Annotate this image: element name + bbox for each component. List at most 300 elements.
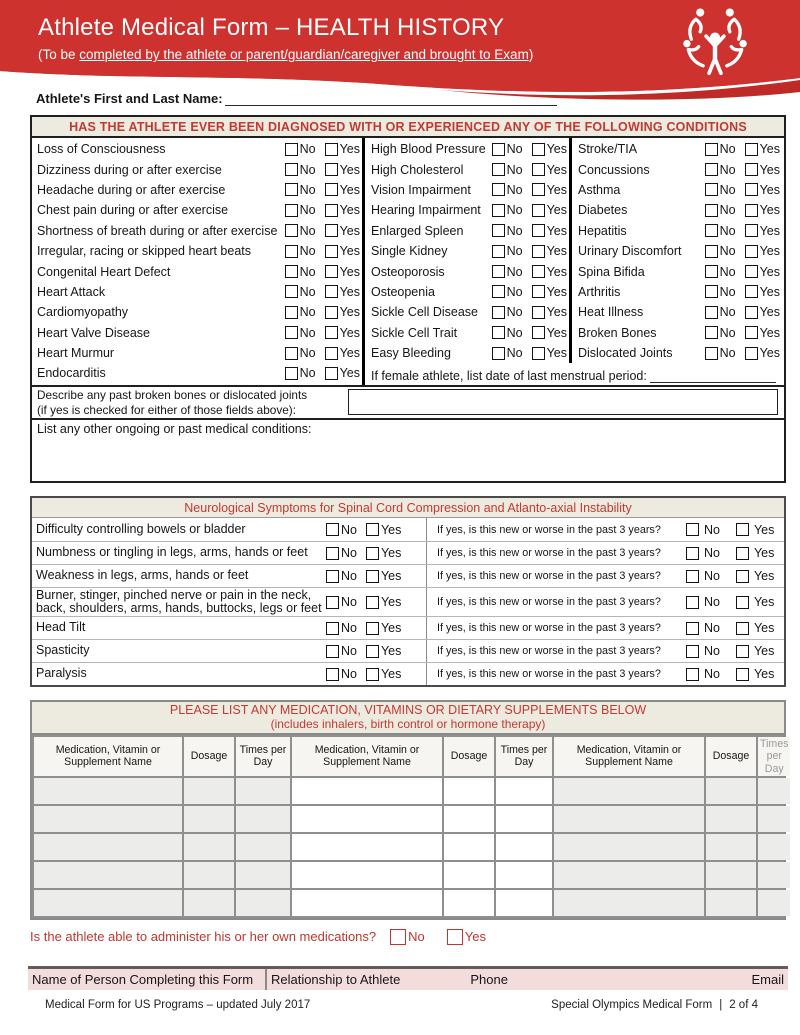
checkbox-no[interactable] bbox=[492, 204, 505, 217]
yes-label: Yes bbox=[753, 621, 775, 636]
condition-row bbox=[371, 261, 567, 281]
medications-table bbox=[32, 735, 789, 918]
no-yes-checkboxes bbox=[492, 265, 567, 279]
checkbox-no[interactable] bbox=[285, 326, 298, 339]
med-name-header: Medication, Vitamin or Supplement Name bbox=[34, 737, 182, 776]
no-label: No bbox=[506, 325, 523, 340]
med-times-cell[interactable] bbox=[496, 806, 552, 832]
checkbox-no[interactable] bbox=[285, 306, 298, 319]
yes-label: Yes bbox=[339, 244, 360, 259]
med-dosage-cell[interactable] bbox=[706, 778, 756, 804]
yes-label: Yes bbox=[339, 203, 360, 218]
no-label: No bbox=[299, 162, 316, 177]
yes-label: Yes bbox=[339, 182, 360, 197]
condition-label: Sickle Cell Trait bbox=[371, 325, 458, 340]
condition-label: Hepatitis bbox=[578, 223, 627, 238]
med-dosage-cell[interactable] bbox=[706, 806, 756, 832]
checkbox-no[interactable] bbox=[705, 163, 718, 176]
condition-row bbox=[37, 241, 360, 261]
med-name-cell[interactable] bbox=[554, 862, 704, 888]
yes-label: Yes bbox=[546, 203, 567, 218]
medications-title-band bbox=[32, 702, 784, 735]
no-label: No bbox=[719, 203, 736, 218]
checkbox-no[interactable] bbox=[492, 347, 505, 360]
no-yes-checkboxes bbox=[285, 224, 360, 238]
neuro-symptom-label: Head Tilt bbox=[36, 620, 86, 635]
no-yes-checkboxes bbox=[285, 163, 360, 177]
no-yes-checkboxes bbox=[674, 595, 784, 609]
no-yes-checkboxes bbox=[674, 569, 784, 583]
checkbox-no[interactable] bbox=[705, 306, 718, 319]
no-yes-checkboxes bbox=[492, 203, 567, 217]
no-label: No bbox=[299, 182, 316, 197]
neuro-symptom-label: Difficulty controlling bowels or bladder bbox=[36, 521, 246, 536]
yes-label: Yes bbox=[546, 264, 567, 279]
checkbox-yes[interactable] bbox=[532, 224, 545, 237]
checkbox-no[interactable] bbox=[285, 285, 298, 298]
footer-field-phone[interactable]: Phone bbox=[470, 972, 508, 987]
no-yes-checkboxes bbox=[492, 183, 567, 197]
condition-label: Diabetes bbox=[578, 203, 628, 218]
checkbox-yes[interactable] bbox=[325, 163, 338, 176]
footer-band bbox=[28, 966, 788, 990]
other-conditions-box[interactable] bbox=[32, 418, 784, 481]
checkbox-yes[interactable] bbox=[366, 523, 379, 536]
checkbox-yes[interactable] bbox=[736, 596, 749, 609]
med-name-cell[interactable] bbox=[34, 890, 182, 916]
footnote-separator: | bbox=[719, 999, 723, 1011]
yes-label: Yes bbox=[759, 162, 780, 177]
no-yes-checkboxes bbox=[285, 265, 360, 279]
no-label: No bbox=[719, 142, 736, 157]
checkbox-no[interactable] bbox=[492, 326, 505, 339]
med-dosage-cell[interactable] bbox=[184, 778, 234, 804]
no-label: No bbox=[341, 595, 357, 610]
med-name-cell[interactable] bbox=[292, 778, 442, 804]
med-name-cell[interactable] bbox=[34, 862, 182, 888]
checkbox-no[interactable] bbox=[686, 596, 699, 609]
checkbox-no[interactable] bbox=[705, 224, 718, 237]
footer-field-relationship-to-athlete[interactable]: Relationship to Athlete bbox=[270, 972, 401, 987]
checkbox-no[interactable] bbox=[686, 622, 699, 635]
medications-section bbox=[30, 700, 789, 919]
yes-label: Yes bbox=[380, 546, 402, 561]
condition-row bbox=[371, 180, 567, 200]
med-times-cell[interactable] bbox=[236, 778, 290, 804]
no-yes-checkboxes bbox=[705, 244, 780, 258]
med-dosage-cell[interactable] bbox=[184, 806, 234, 832]
checkbox-yes[interactable] bbox=[745, 224, 758, 237]
checkbox-no[interactable] bbox=[492, 224, 505, 237]
yes-label: Yes bbox=[753, 595, 775, 610]
checkbox-no[interactable] bbox=[705, 285, 718, 298]
checkbox-yes[interactable] bbox=[745, 204, 758, 217]
no-label: No bbox=[299, 244, 316, 259]
no-label: No bbox=[704, 546, 720, 561]
no-yes-checkboxes bbox=[492, 285, 567, 299]
no-label: No bbox=[704, 595, 720, 610]
checkbox-no[interactable] bbox=[705, 183, 718, 196]
checkbox-yes[interactable] bbox=[745, 163, 758, 176]
neuro-symptom-row bbox=[32, 587, 784, 616]
med-name-cell[interactable] bbox=[554, 778, 704, 804]
med-times-cell[interactable] bbox=[758, 834, 790, 860]
footer-field-email[interactable]: Email bbox=[751, 972, 784, 987]
checkbox-yes[interactable] bbox=[366, 547, 379, 560]
yes-label: Yes bbox=[759, 203, 780, 218]
no-label: No bbox=[719, 325, 736, 340]
checkbox-no[interactable] bbox=[686, 547, 699, 560]
checkbox-yes[interactable] bbox=[745, 347, 758, 360]
checkbox-no[interactable] bbox=[326, 547, 339, 560]
med-name-cell[interactable] bbox=[292, 806, 442, 832]
condition-row bbox=[37, 180, 360, 200]
no-yes-checkboxes bbox=[285, 183, 360, 197]
checkbox-no[interactable] bbox=[326, 596, 339, 609]
checkbox-no[interactable] bbox=[326, 668, 339, 681]
condition-row bbox=[37, 139, 360, 159]
condition-row bbox=[37, 323, 360, 343]
checkbox-yes[interactable] bbox=[532, 183, 545, 196]
checkbox-yes[interactable] bbox=[745, 306, 758, 319]
checkbox-no[interactable] bbox=[285, 347, 298, 360]
checkbox-no[interactable] bbox=[705, 265, 718, 278]
self-administer-question-row bbox=[30, 929, 800, 945]
no-label: No bbox=[719, 244, 736, 259]
checkbox-yes[interactable] bbox=[745, 265, 758, 278]
checkbox-no[interactable] bbox=[492, 306, 505, 319]
checkbox-yes[interactable] bbox=[745, 183, 758, 196]
yes-label: Yes bbox=[546, 223, 567, 238]
checkbox-yes[interactable] bbox=[325, 204, 338, 217]
no-yes-checkboxes bbox=[326, 569, 426, 583]
no-yes-checkboxes bbox=[285, 203, 360, 217]
condition-row bbox=[371, 221, 567, 241]
condition-label: High Blood Pressure bbox=[371, 142, 486, 157]
checkbox-yes[interactable] bbox=[532, 163, 545, 176]
checkbox-no[interactable] bbox=[705, 347, 718, 360]
no-label: No bbox=[299, 366, 316, 381]
no-label: No bbox=[506, 182, 523, 197]
checkbox-yes[interactable] bbox=[532, 204, 545, 217]
no-label: No bbox=[506, 346, 523, 361]
condition-row bbox=[371, 302, 567, 322]
condition-row bbox=[371, 323, 567, 343]
checkbox-yes[interactable] bbox=[325, 367, 338, 380]
yes-label: Yes bbox=[380, 595, 402, 610]
med-dosage-cell[interactable] bbox=[444, 862, 494, 888]
checkbox-yes[interactable] bbox=[532, 265, 545, 278]
med-times-cell[interactable] bbox=[236, 834, 290, 860]
med-dosage-header: Dosage bbox=[444, 737, 494, 776]
yes-label: Yes bbox=[753, 569, 775, 584]
no-label: No bbox=[719, 264, 736, 279]
yes-label: Yes bbox=[753, 522, 775, 537]
checkbox-yes[interactable] bbox=[366, 596, 379, 609]
no-label: No bbox=[704, 569, 720, 584]
checkbox-no[interactable] bbox=[686, 645, 699, 658]
no-yes-checkboxes bbox=[492, 224, 567, 238]
no-yes-checkboxes bbox=[492, 163, 567, 177]
checkbox-no[interactable] bbox=[285, 265, 298, 278]
checkbox-no[interactable] bbox=[326, 523, 339, 536]
no-label: No bbox=[341, 522, 357, 537]
condition-row bbox=[578, 159, 780, 179]
yes-label: Yes bbox=[753, 667, 775, 682]
condition-row bbox=[578, 200, 780, 220]
med-times-cell[interactable] bbox=[236, 890, 290, 916]
condition-row bbox=[37, 343, 360, 363]
no-yes-checkboxes bbox=[326, 644, 426, 658]
no-yes-checkboxes bbox=[326, 595, 426, 609]
yes-label: Yes bbox=[339, 162, 360, 177]
neuro-symptom-label: Weakness in legs, arms, hands or feet bbox=[36, 568, 249, 583]
checkbox-no[interactable] bbox=[492, 183, 505, 196]
med-dosage-cell[interactable] bbox=[706, 862, 756, 888]
yes-label: Yes bbox=[339, 305, 360, 320]
checkbox-yes[interactable] bbox=[532, 326, 545, 339]
checkbox-no[interactable] bbox=[492, 245, 505, 258]
checkbox-yes[interactable] bbox=[366, 668, 379, 681]
checkbox-no[interactable] bbox=[285, 367, 298, 380]
med-name-cell[interactable] bbox=[34, 806, 182, 832]
med-dosage-header: Dosage bbox=[706, 737, 756, 776]
checkbox-yes[interactable] bbox=[736, 645, 749, 658]
checkbox-no[interactable] bbox=[326, 645, 339, 658]
checkbox-no[interactable] bbox=[705, 204, 718, 217]
yes-label: Yes bbox=[546, 346, 567, 361]
checkbox-yes[interactable] bbox=[325, 347, 338, 360]
no-yes-checkboxes bbox=[326, 546, 426, 560]
no-yes-checkboxes bbox=[492, 142, 567, 156]
yes-label: Yes bbox=[759, 346, 780, 361]
condition-label: Dislocated Joints bbox=[578, 346, 673, 361]
yes-label: Yes bbox=[753, 644, 775, 659]
med-times-cell[interactable] bbox=[496, 778, 552, 804]
checkbox-yes[interactable] bbox=[325, 224, 338, 237]
no-yes-checkboxes bbox=[285, 366, 360, 380]
no-label: No bbox=[506, 284, 523, 299]
med-name-cell[interactable] bbox=[292, 834, 442, 860]
checkbox-no[interactable] bbox=[285, 204, 298, 217]
med-name-cell[interactable] bbox=[292, 862, 442, 888]
checkbox-yes[interactable] bbox=[325, 265, 338, 278]
broken-bones-input[interactable] bbox=[348, 389, 778, 415]
med-name-cell[interactable] bbox=[34, 834, 182, 860]
checkbox-no[interactable] bbox=[492, 265, 505, 278]
condition-row bbox=[371, 159, 567, 179]
checkbox-no[interactable] bbox=[285, 245, 298, 258]
checkbox-no[interactable] bbox=[285, 163, 298, 176]
med-name-cell[interactable] bbox=[554, 806, 704, 832]
checkbox-yes[interactable] bbox=[745, 245, 758, 258]
checkbox-no[interactable] bbox=[686, 523, 699, 536]
followup-question: If yes, is this new or worse in the past 3 years? bbox=[426, 640, 674, 662]
med-times-cell[interactable] bbox=[496, 890, 552, 916]
neurological-title: Neurological Symptoms for Spinal Cord Compression and Atlanto-axial Instability bbox=[32, 498, 784, 518]
med-dosage-cell[interactable] bbox=[184, 890, 234, 916]
condition-row bbox=[371, 241, 567, 261]
no-yes-checkboxes bbox=[285, 285, 360, 299]
yes-label: Yes bbox=[546, 284, 567, 299]
condition-row bbox=[578, 241, 780, 261]
checkbox-yes[interactable] bbox=[532, 285, 545, 298]
checkbox-yes[interactable] bbox=[366, 645, 379, 658]
checkbox-yes[interactable] bbox=[532, 143, 545, 156]
med-dosage-cell[interactable] bbox=[184, 862, 234, 888]
checkbox-no[interactable] bbox=[705, 143, 718, 156]
checkbox-no[interactable] bbox=[686, 570, 699, 583]
med-name-cell[interactable] bbox=[292, 890, 442, 916]
footer-field-name-of-person-completing-this-form[interactable]: Name of Person Completing this Form bbox=[28, 969, 267, 990]
checkbox-yes[interactable] bbox=[736, 622, 749, 635]
checkbox-yes[interactable] bbox=[366, 622, 379, 635]
checkbox-no[interactable] bbox=[686, 668, 699, 681]
no-yes-checkboxes bbox=[705, 265, 780, 279]
checkbox-yes[interactable] bbox=[736, 570, 749, 583]
no-yes-checkboxes bbox=[492, 305, 567, 319]
no-yes-checkboxes bbox=[285, 244, 360, 258]
followup-question: If yes, is this new or worse in the past 3 years? bbox=[426, 565, 674, 587]
checkbox-yes[interactable] bbox=[532, 245, 545, 258]
yes-label: Yes bbox=[546, 244, 567, 259]
checkbox-yes[interactable] bbox=[325, 245, 338, 258]
condition-label: Enlarged Spleen bbox=[371, 223, 464, 238]
no-yes-checkboxes bbox=[705, 285, 780, 299]
condition-row bbox=[371, 282, 567, 302]
med-dosage-cell[interactable] bbox=[444, 806, 494, 832]
med-name-header: Medication, Vitamin or Supplement Name bbox=[292, 737, 442, 776]
condition-row bbox=[578, 343, 780, 363]
med-dosage-cell[interactable] bbox=[706, 890, 756, 916]
condition-label: Dizziness during or after exercise bbox=[37, 162, 222, 177]
checkbox-yes[interactable] bbox=[736, 523, 749, 536]
med-dosage-cell[interactable] bbox=[184, 834, 234, 860]
neurological-section bbox=[30, 496, 786, 687]
no-yes-checkboxes bbox=[326, 621, 426, 635]
med-name-cell[interactable] bbox=[554, 890, 704, 916]
checkbox-no[interactable] bbox=[705, 326, 718, 339]
checkbox-no[interactable] bbox=[326, 622, 339, 635]
med-times-cell[interactable] bbox=[236, 862, 290, 888]
med-dosage-cell[interactable] bbox=[444, 778, 494, 804]
checkbox-no[interactable] bbox=[285, 183, 298, 196]
yes-label: Yes bbox=[339, 223, 360, 238]
checkbox-yes[interactable] bbox=[366, 570, 379, 583]
no-yes-checkboxes bbox=[326, 667, 426, 681]
checkbox-yes[interactable] bbox=[532, 347, 545, 360]
self-administer-no-checkbox[interactable] bbox=[390, 929, 406, 945]
no-label: No bbox=[299, 284, 316, 299]
checkbox-yes[interactable] bbox=[736, 668, 749, 681]
med-times-cell[interactable] bbox=[758, 806, 790, 832]
condition-row bbox=[578, 323, 780, 343]
checkbox-no[interactable] bbox=[285, 224, 298, 237]
no-label: No bbox=[704, 621, 720, 636]
yes-label: Yes bbox=[759, 244, 780, 259]
checkbox-yes[interactable] bbox=[532, 306, 545, 319]
conditions-column-2 bbox=[365, 138, 569, 363]
conditions-column-3 bbox=[569, 138, 784, 363]
med-times-cell[interactable] bbox=[496, 862, 552, 888]
checkbox-no[interactable] bbox=[492, 285, 505, 298]
checkbox-no[interactable] bbox=[326, 570, 339, 583]
conditions-title: HAS THE ATHLETE EVER BEEN DIAGNOSED WITH OR EXPERIENCED ANY OF THE FOLLOWING CONDITIONS bbox=[32, 117, 784, 138]
checkbox-yes[interactable] bbox=[745, 326, 758, 339]
self-administer-question: Is the athlete able to administer his or her own medications? bbox=[30, 929, 377, 945]
yes-label: Yes bbox=[759, 142, 780, 157]
no-label: No bbox=[341, 546, 357, 561]
yes-label: Yes bbox=[380, 621, 402, 636]
med-dosage-cell[interactable] bbox=[444, 890, 494, 916]
condition-label: Heart Attack bbox=[37, 284, 106, 299]
checkbox-no[interactable] bbox=[705, 245, 718, 258]
menstrual-period-field[interactable] bbox=[650, 370, 776, 383]
checkbox-yes[interactable] bbox=[325, 306, 338, 319]
yes-label: Yes bbox=[759, 284, 780, 299]
med-dosage-cell[interactable] bbox=[444, 834, 494, 860]
med-times-header: Times per Day bbox=[236, 737, 290, 776]
no-yes-checkboxes bbox=[705, 142, 780, 156]
condition-label: Sickle Cell Disease bbox=[371, 305, 478, 320]
checkbox-no[interactable] bbox=[492, 143, 505, 156]
checkbox-yes[interactable] bbox=[325, 326, 338, 339]
footnote-form-name: Special Olympics Medical Form bbox=[551, 999, 713, 1011]
no-label: No bbox=[408, 929, 425, 945]
no-yes-checkboxes bbox=[705, 183, 780, 197]
med-times-cell[interactable] bbox=[496, 834, 552, 860]
yes-label: Yes bbox=[380, 667, 402, 682]
checkbox-yes[interactable] bbox=[736, 547, 749, 560]
checkbox-yes[interactable] bbox=[325, 285, 338, 298]
condition-label: High Cholesterol bbox=[371, 162, 464, 177]
menstrual-period-label: If female athlete, list date of last menstrual period: bbox=[371, 369, 647, 384]
self-administer-yes-checkbox[interactable] bbox=[447, 929, 463, 945]
no-label: No bbox=[704, 522, 720, 537]
no-yes-checkboxes bbox=[705, 326, 780, 340]
checkbox-no[interactable] bbox=[492, 163, 505, 176]
condition-row bbox=[37, 363, 360, 383]
med-times-cell[interactable] bbox=[758, 862, 790, 888]
condition-label: Headache during or after exercise bbox=[37, 182, 226, 197]
no-label: No bbox=[719, 162, 736, 177]
yes-label: Yes bbox=[380, 522, 402, 537]
med-times-cell[interactable] bbox=[236, 806, 290, 832]
med-name-cell[interactable] bbox=[34, 778, 182, 804]
followup-question: If yes, is this new or worse in the past 3 years? bbox=[426, 542, 674, 564]
checkbox-yes[interactable] bbox=[325, 183, 338, 196]
yes-label: Yes bbox=[759, 264, 780, 279]
footnote-left: Medical Form for US Programs – updated July 2017 bbox=[45, 999, 311, 1011]
yes-label: Yes bbox=[759, 305, 780, 320]
no-label: No bbox=[341, 621, 357, 636]
checkbox-yes[interactable] bbox=[745, 285, 758, 298]
no-label: No bbox=[506, 162, 523, 177]
med-dosage-cell[interactable] bbox=[706, 834, 756, 860]
no-yes-checkboxes bbox=[492, 346, 567, 360]
checkbox-yes[interactable] bbox=[745, 143, 758, 156]
checkbox-yes[interactable] bbox=[325, 143, 338, 156]
condition-row bbox=[37, 282, 360, 302]
condition-label: Endocarditis bbox=[37, 366, 106, 381]
med-times-cell[interactable] bbox=[758, 778, 790, 804]
no-yes-checkboxes bbox=[326, 523, 426, 537]
no-label: No bbox=[506, 142, 523, 157]
med-name-cell[interactable] bbox=[554, 834, 704, 860]
other-conditions-label: List any other ongoing or past medical conditions: bbox=[37, 422, 312, 437]
checkbox-no[interactable] bbox=[285, 143, 298, 156]
med-times-cell[interactable] bbox=[758, 890, 790, 916]
